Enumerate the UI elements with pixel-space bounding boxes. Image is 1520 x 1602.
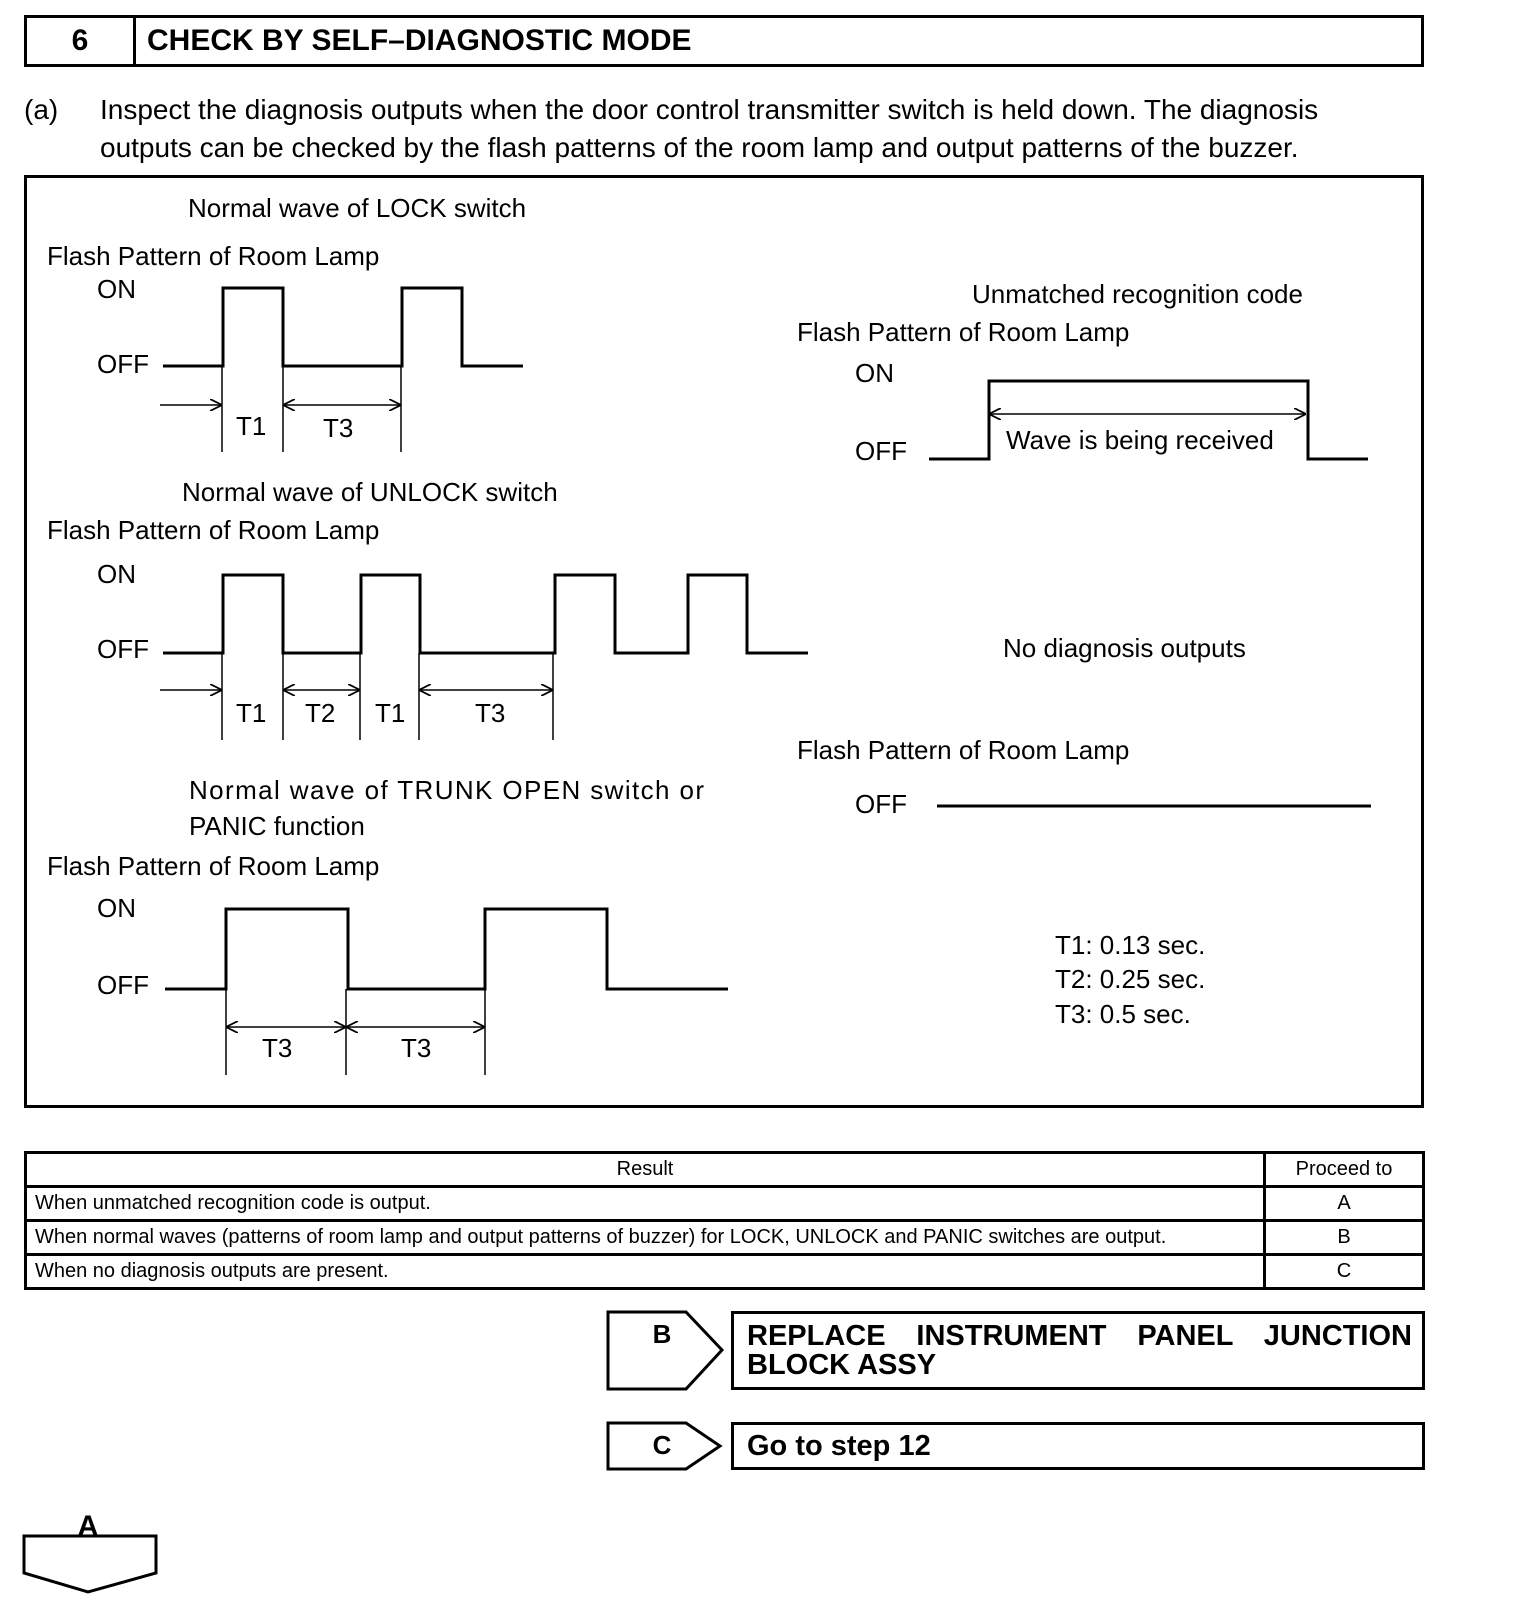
trunk-subtitle: Flash Pattern of Room Lamp: [47, 850, 380, 881]
table-header-row: [26, 1153, 1424, 1187]
instruction-label: (a): [24, 94, 59, 125]
unlock-off-label: OFF: [97, 633, 149, 664]
no-output-subtitle: Flash Pattern of Room Lamp: [797, 734, 1130, 765]
instruction-line-1: Inspect the diagnosis outputs when the door control transmitter switch is held down. The diagnosis: [100, 94, 1319, 125]
proceed-cell: A: [1265, 1187, 1424, 1221]
result-c-action: Go to step 12: [731, 1422, 1425, 1470]
trunk-waveform: [165, 909, 728, 989]
trunk-t-label: T3: [262, 1032, 293, 1063]
no-output-title: No diagnosis outputs: [1003, 632, 1246, 663]
instruction-line-2: outputs can be checked by the flash patterns of the room lamp and output patterns of the buzzer.: [100, 132, 1299, 163]
wave-received-label: Wave is being received: [1006, 424, 1274, 455]
trunk-on-label: ON: [97, 892, 136, 923]
table-row: [26, 1187, 1424, 1221]
table-row: [26, 1221, 1424, 1255]
result-c-label: C: [652, 1429, 672, 1460]
trunk-title-2: PANIC function: [189, 810, 365, 841]
lock-subtitle: Flash Pattern of Room Lamp: [47, 240, 380, 271]
result-b-action: [731, 1311, 1425, 1390]
result-b-label: B: [652, 1318, 672, 1349]
result-table: [24, 1151, 1425, 1290]
step-number: 6: [27, 18, 136, 64]
header-result: Result: [26, 1153, 1265, 1187]
timing-t3: T3: 0.5 sec.: [1055, 998, 1191, 1029]
trunk-t-label: T3: [401, 1032, 432, 1063]
unlock-title: Normal wave of UNLOCK switch: [182, 476, 558, 507]
result-b-action-line-1: REPLACE INSTRUMENT PANEL JUNCTION: [747, 1320, 1412, 1352]
lock-waveform: [163, 288, 523, 366]
table-row: [26, 1255, 1424, 1289]
proceed-cell: C: [1265, 1255, 1424, 1289]
unlock-t-label: T2: [305, 697, 336, 728]
header-proceed: Proceed to: [1265, 1153, 1424, 1187]
unlock-waveform: [163, 575, 808, 653]
unmatched-on-label: ON: [855, 357, 894, 388]
result-b-action-line-2: BLOCK ASSY: [747, 1349, 937, 1381]
no-output-off-label: OFF: [855, 788, 907, 819]
timing-t1: T1: 0.13 sec.: [1055, 929, 1206, 960]
unlock-subtitle: Flash Pattern of Room Lamp: [47, 514, 380, 545]
proceed-cell: B: [1265, 1221, 1424, 1255]
unlock-t-label: T3: [475, 697, 506, 728]
unlock-t-label: T1: [375, 697, 406, 728]
trunk-off-label: OFF: [97, 969, 149, 1000]
trunk-title: Normal wave of TRUNK OPEN switch or: [189, 774, 704, 805]
lock-off-label: OFF: [97, 348, 149, 379]
result-cell: When normal waves (patterns of room lamp and output patterns of buzzer) for LOCK, UNLOCK and PANIC switches are output.: [26, 1221, 1265, 1255]
timing-t2: T2: 0.25 sec.: [1055, 963, 1206, 994]
result-cell: When no diagnosis outputs are present.: [26, 1255, 1265, 1289]
result-a-arrow-icon: [24, 1536, 156, 1592]
unlock-t-label: T1: [236, 697, 267, 728]
lock-t-label: T3: [323, 412, 354, 443]
unmatched-subtitle: Flash Pattern of Room Lamp: [797, 316, 1130, 347]
lock-t-label: T1: [236, 410, 267, 441]
unmatched-title: Unmatched recognition code: [972, 278, 1303, 309]
result-cell: When unmatched recognition code is output.: [26, 1187, 1265, 1221]
lock-on-label: ON: [97, 273, 136, 304]
unlock-on-label: ON: [97, 558, 136, 589]
result-a-label: A: [77, 1510, 99, 1543]
unmatched-off-label: OFF: [855, 435, 907, 466]
lock-title: Normal wave of LOCK switch: [188, 192, 527, 223]
step-title: CHECK BY SELF–DIAGNOSTIC MODE: [147, 24, 692, 57]
